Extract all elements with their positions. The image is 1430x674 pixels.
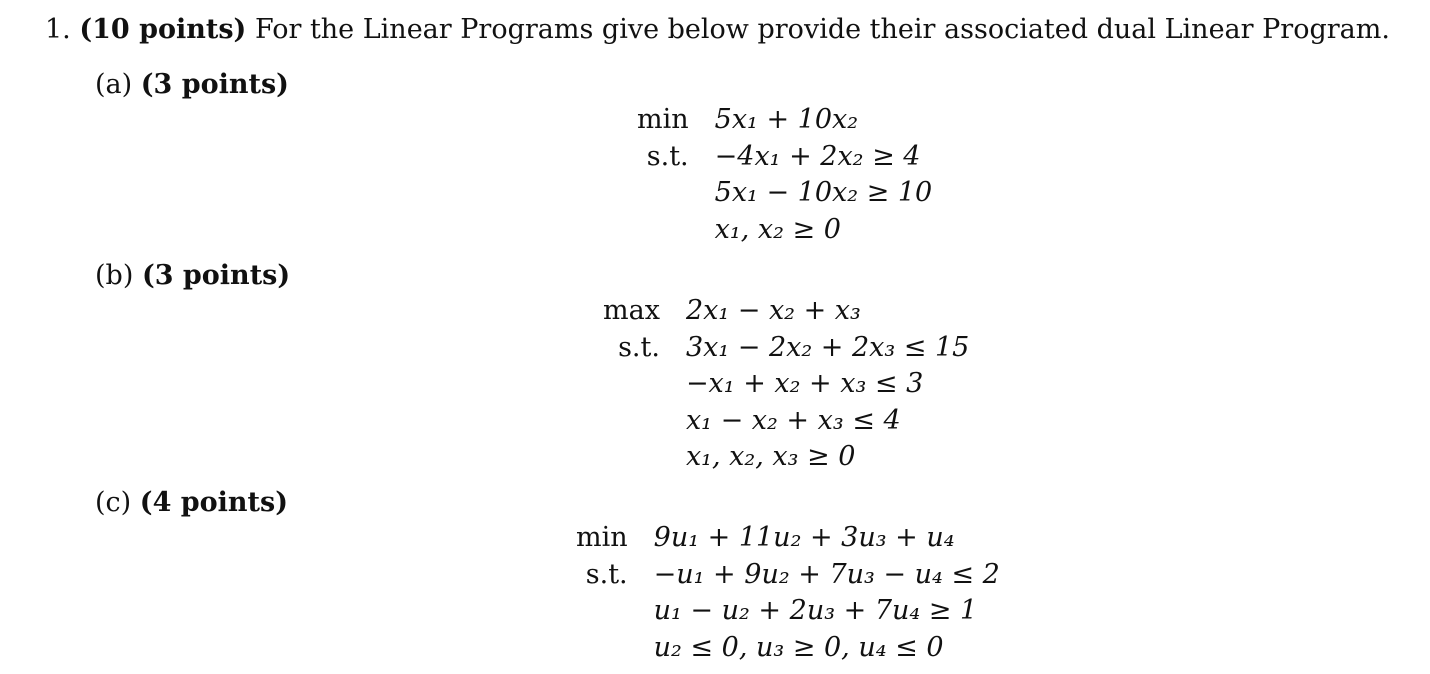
part-a-label	[95, 67, 289, 103]
part-a-points: (3 points)	[140, 69, 289, 100]
lp-c-constraint-row	[576, 630, 1000, 667]
part-c-points: (4 points)	[139, 487, 288, 518]
lp-a	[637, 102, 932, 248]
lp-a-constraint: 5x₁ − 10x₂ ≥ 10	[714, 177, 933, 209]
lp-a-constraint: −4x₁ + 2x₂ ≥ 4	[714, 140, 921, 172]
question-text: For the Linear Programs give below provide their associated dual Linear Program.	[254, 14, 1390, 45]
lp-b-constraint-row	[603, 403, 969, 440]
lp-a-constraint-row	[637, 139, 932, 176]
lp-c-constraint: u₁ − u₂ + 2u₃ + 7u₄ ≥ 1	[653, 595, 978, 627]
lp-b-constraint-row	[603, 330, 969, 367]
lp-c-constraint: −u₁ + 9u₂ + 7u₃ − u₄ ≤ 2	[653, 558, 1000, 590]
part-b-points: (3 points)	[141, 260, 291, 291]
lp-b-objective-keyword: max	[603, 295, 660, 327]
part-c-letter: (c)	[95, 487, 132, 518]
lp-b	[603, 293, 969, 476]
question-number: 1.	[45, 14, 71, 45]
lp-b-objective-row	[603, 293, 969, 330]
lp-a-constraint-row	[637, 175, 932, 212]
lp-b-constraint: 3x₁ − 2x₂ + 2x₃ ≤ 15	[685, 331, 970, 363]
question-points: (10 points)	[79, 14, 247, 45]
lp-b-constraint: x₁ − x₂ + x₃ ≤ 4	[685, 404, 901, 436]
lp-a-objective-row	[637, 102, 932, 139]
lp-a-objective-keyword: min	[637, 104, 689, 136]
part-c-label	[95, 485, 288, 521]
lp-b-constraint: −x₁ + x₂ + x₃ ≤ 3	[685, 368, 924, 400]
lp-a-nonnegativity: x₁, x₂ ≥ 0	[714, 213, 841, 245]
question-heading	[45, 12, 1390, 48]
lp-b-objective: 2x₁ − x₂ + x₃	[685, 295, 861, 327]
lp-b-constraint-row	[603, 439, 969, 476]
part-b-label	[95, 258, 290, 294]
lp-c-sign-constraints: u₂ ≤ 0, u₃ ≥ 0, u₄ ≤ 0	[653, 631, 944, 663]
lp-c	[576, 520, 1000, 666]
part-a-letter: (a)	[95, 69, 133, 100]
lp-a-constraint-row	[637, 212, 932, 249]
lp-a-objective: 5x₁ + 10x₂	[714, 104, 859, 136]
lp-b-nonnegativity: x₁, x₂, x₃ ≥ 0	[685, 441, 856, 473]
lp-c-st-keyword: s.t.	[585, 558, 628, 590]
lp-c-objective-keyword: min	[576, 522, 628, 554]
lp-b-st-keyword: s.t.	[618, 331, 660, 363]
lp-c-objective-row	[576, 520, 1000, 557]
lp-a-st-keyword: s.t.	[646, 140, 689, 172]
lp-c-constraint-row	[576, 557, 1000, 594]
lp-c-constraint-row	[576, 593, 1000, 630]
lp-c-objective: 9u₁ + 11u₂ + 3u₃ + u₄	[653, 522, 955, 554]
part-b-letter: (b)	[95, 260, 134, 291]
lp-b-constraint-row	[603, 366, 969, 403]
